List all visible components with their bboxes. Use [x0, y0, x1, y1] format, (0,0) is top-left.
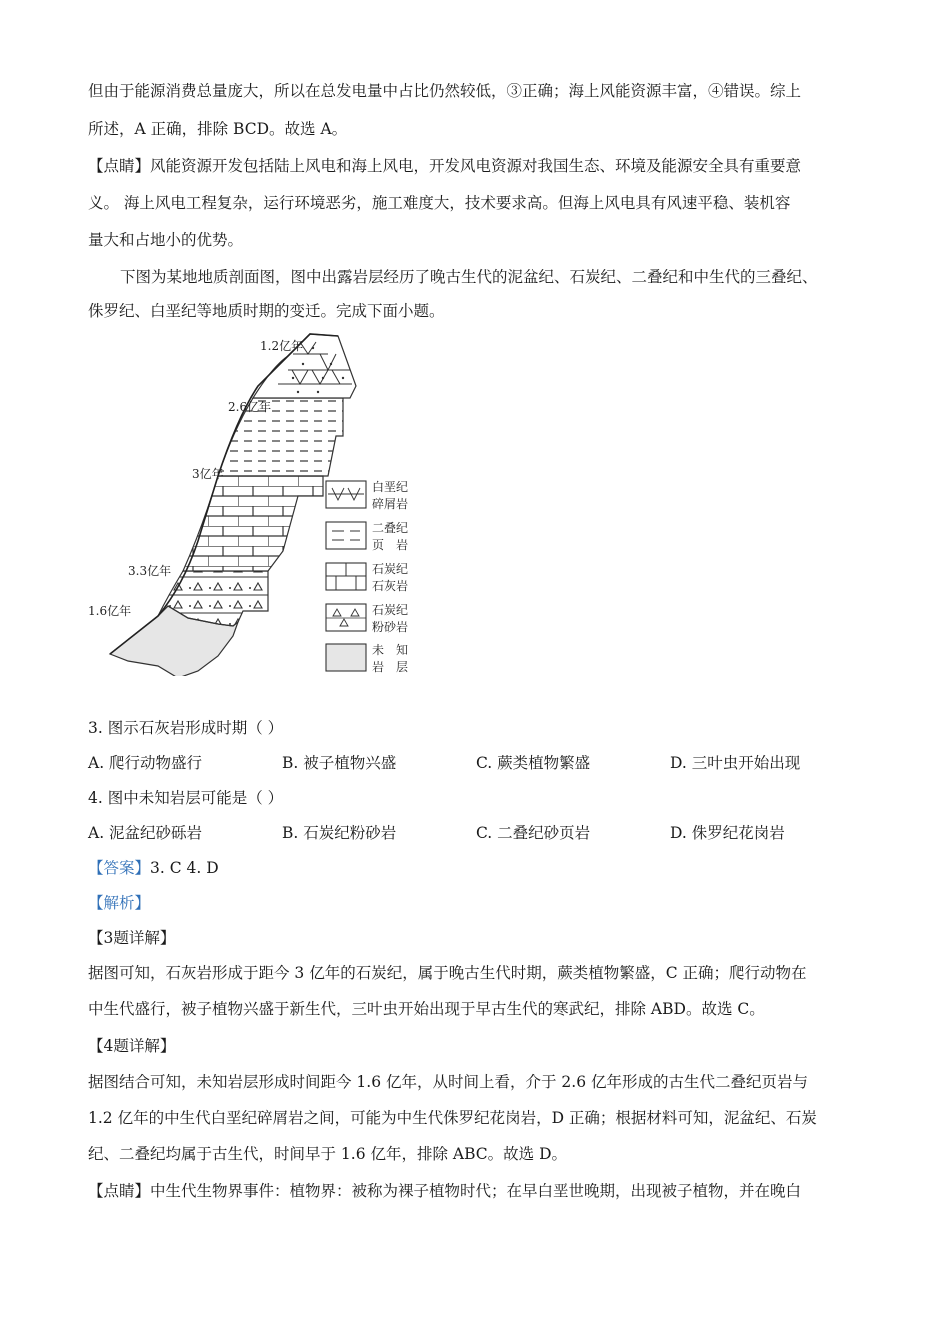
question-option: A. 爬行动物盛行 — [88, 754, 203, 772]
detail-tag: 【4题详解】 — [88, 1037, 176, 1055]
paragraph-line: 但由于能源消费总量庞大，所以在总发电量中占比仍然较低，③正确；海上风能资源丰富，④错误。综上 — [88, 82, 802, 100]
legend-label: 未 知 — [372, 643, 409, 657]
age-label: 3.3亿年 — [128, 564, 172, 578]
legend-label: 石炭纪 — [372, 562, 409, 576]
legend-swatch-clastic — [326, 481, 366, 508]
detail-line: 中生代盛行，被子植物兴盛于新生代，三叶虫开始出现于早古生代的寒武纪，排除 ABD。故选 C。 — [88, 1000, 765, 1018]
question-option: D. 三叶虫开始出现 — [670, 754, 801, 772]
age-label: 3亿年 — [192, 467, 224, 481]
intro-line: 下图为某地地质剖面图，图中出露岩层经历了晚古生代的泥盆纪、石炭纪、二叠纪和中生代的三叠纪、 — [120, 268, 818, 286]
question-stem: 4. 图中未知岩层可能是（ ） — [88, 789, 284, 807]
legend-label: 碎屑岩 — [372, 497, 409, 511]
legend-label: 石灰岩 — [372, 579, 409, 593]
question-option: C. 二叠纪砂页岩 — [476, 824, 591, 842]
figure-legend — [326, 480, 408, 674]
detail-tag: 【3题详解】 — [88, 929, 176, 947]
legend-label: 白垩纪 — [372, 480, 409, 494]
age-label: 1.2亿年 — [260, 339, 304, 353]
tip-tag: 【点睛】 — [88, 157, 151, 175]
tip-tag: 【点睛】 — [88, 1182, 151, 1200]
legend-label: 粉砂岩 — [372, 620, 409, 634]
tip-line: 义。 海上风电工程复杂，运行环境恶劣，施工难度大，技术要求高。但海上风电具有风速平稳、装机容 — [88, 194, 791, 212]
legend-label: 岩 层 — [372, 660, 409, 674]
answer-text: 3. C 4. D — [150, 859, 219, 877]
analysis-tag: 【解析】 — [88, 894, 151, 912]
question-option: A. 泥盆纪砂砾岩 — [88, 824, 203, 842]
question-option: D. 侏罗纪花岗岩 — [670, 824, 785, 842]
question-option: B. 被子植物兴盛 — [282, 754, 397, 772]
legend-label: 二叠纪 — [372, 521, 409, 535]
tip-text: 中生代生物界事件：植物界：被称为裸子植物时代；在早白垩世晚期，出现被子植物，并在晚白 — [150, 1182, 802, 1200]
paragraph-line: 所述，A 正确，排除 BCD。故选 A。 — [88, 120, 348, 138]
detail-line: 据图结合可知，未知岩层形成时间距今 1.6 亿年，从时间上看，介于 2.6 亿年形成的古生代二叠纪页岩与 — [88, 1073, 809, 1091]
detail-line: 据图可知，石灰岩形成于距今 3 亿年的石炭纪，属于晚古生代时期，蕨类植物繁盛，C 正确；爬行动物在 — [88, 964, 807, 982]
answer-line — [88, 857, 219, 879]
question-option: C. 蕨类植物繁盛 — [476, 754, 591, 772]
geologic-cross-section-figure — [88, 326, 428, 676]
age-label: 2.6亿年 — [228, 400, 272, 414]
tip-line — [88, 1180, 801, 1202]
legend-swatch-siltstone — [326, 604, 366, 631]
detail-line: 纪、二叠纪均属于古生代，时间早于 1.6 亿年，排除 ABC。故选 D。 — [88, 1145, 568, 1163]
detail-line: 1.2 亿年的中生代白垩纪碎屑岩之间，可能为中生代侏罗纪花岗岩，D 正确；根据材料可知，泥盆纪、石炭 — [88, 1109, 817, 1127]
answer-tag: 【答案】 — [88, 859, 151, 877]
tip-text: 风能资源开发包括陆上风电和海上风电，开发风电资源对我国生态、环境及能源安全具有重要意 — [150, 157, 802, 175]
legend-swatch-unknown — [326, 644, 366, 671]
question-stem: 3. 图示石灰岩形成时期（ ） — [88, 719, 284, 737]
question-option: B. 石炭纪粉砂岩 — [282, 824, 397, 842]
tip-line — [88, 155, 801, 177]
intro-line: 侏罗纪、白垩纪等地质时期的变迁。完成下面小题。 — [88, 302, 445, 320]
age-label: 1.6亿年 — [88, 604, 132, 618]
tip-line: 量大和占地小的优势。 — [88, 231, 244, 249]
legend-label: 石炭纪 — [372, 603, 409, 617]
legend-swatch-shale — [326, 522, 366, 549]
legend-label: 页 岩 — [372, 538, 409, 552]
